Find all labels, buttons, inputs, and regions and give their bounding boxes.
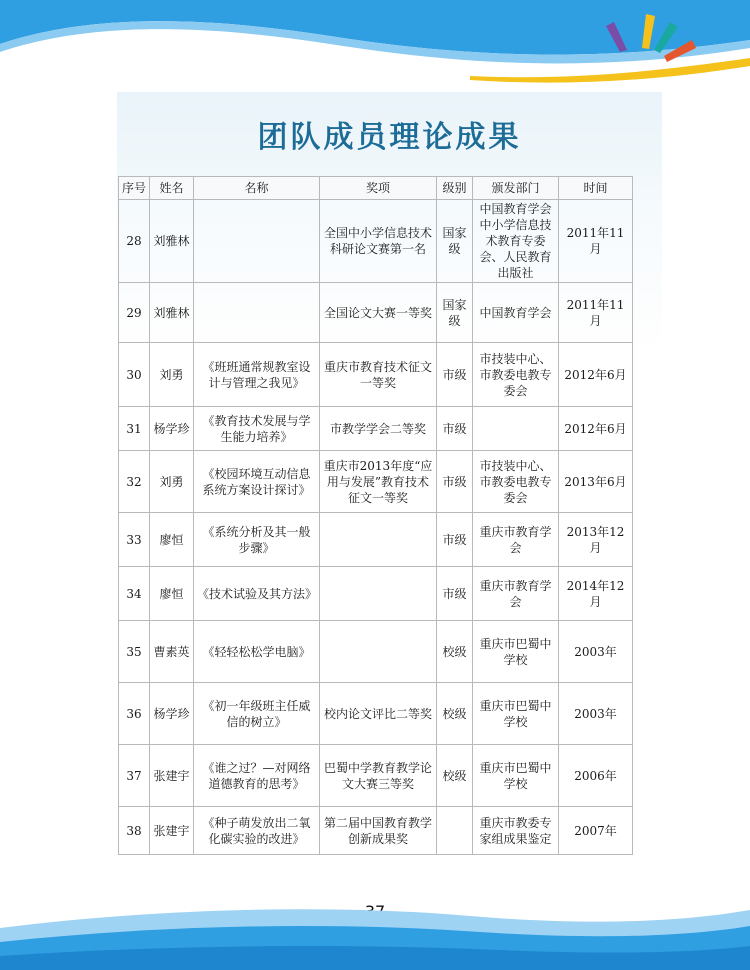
cell-no: 28 [119, 200, 150, 283]
cell-level: 市级 [437, 407, 473, 451]
cell-name: 刘雅林 [150, 283, 194, 343]
cell-name: 刘勇 [150, 451, 194, 513]
cell-title: 《班班通常规教室设计与管理之我见》 [194, 343, 320, 407]
cell-date: 2014年12月 [559, 567, 633, 621]
page-title: 团队成员理论成果 [257, 120, 522, 155]
cell-title: 《校园环境互动信息系统方案设计探讨》 [194, 451, 320, 513]
header-cell: 颁发部门 [473, 177, 559, 200]
cell-name: 刘勇 [150, 343, 194, 407]
cell-title: 《教育技术发展与学生能力培养》 [194, 407, 320, 451]
cell-no: 34 [119, 567, 150, 621]
table-header-row [119, 177, 633, 200]
cell-level: 校级 [437, 683, 473, 745]
cell-title: 《系统分析及其一般步骤》 [194, 513, 320, 567]
cell-issuer: 重庆市巴蜀中学校 [473, 745, 559, 807]
cell-award: 重庆市教育技术征文一等奖 [320, 343, 437, 407]
cell-no: 32 [119, 451, 150, 513]
cell-award: 全国中小学信息技术科研论文赛第一名 [320, 200, 437, 283]
cell-date: 2013年12月 [559, 513, 633, 567]
header-wave [0, 0, 750, 95]
cell-issuer [473, 407, 559, 451]
table-row [119, 807, 633, 855]
cell-level: 市级 [437, 343, 473, 407]
cell-level: 校级 [437, 621, 473, 683]
cell-level: 市级 [437, 451, 473, 513]
cell-date: 2003年 [559, 621, 633, 683]
cell-title [194, 200, 320, 283]
cell-award [320, 567, 437, 621]
cell-level: 市级 [437, 513, 473, 567]
table-row [119, 683, 633, 745]
cell-issuer: 重庆市教育学会 [473, 567, 559, 621]
cell-award: 巴蜀中学教育教学论文大赛三等奖 [320, 745, 437, 807]
cell-name: 杨学珍 [150, 683, 194, 745]
cell-name: 张建宇 [150, 745, 194, 807]
cell-issuer: 重庆市教委专家组成果鉴定 [473, 807, 559, 855]
cell-award [320, 513, 437, 567]
header-cell: 序号 [119, 177, 150, 200]
cell-date: 2007年 [559, 807, 633, 855]
cell-level: 校级 [437, 745, 473, 807]
cell-no: 33 [119, 513, 150, 567]
cell-level [437, 807, 473, 855]
cell-name: 廖恒 [150, 567, 194, 621]
cell-issuer: 重庆市巴蜀中学校 [473, 683, 559, 745]
achievements-table [118, 176, 633, 855]
table-row [119, 407, 633, 451]
table-row [119, 567, 633, 621]
cell-award: 重庆市2013年度“应用与发展”教育技术征文一等奖 [320, 451, 437, 513]
table-row [119, 513, 633, 567]
cell-award: 校内论文评比二等奖 [320, 683, 437, 745]
table-row [119, 745, 633, 807]
cell-title [194, 283, 320, 343]
cell-award [320, 621, 437, 683]
cell-no: 36 [119, 683, 150, 745]
cell-name: 廖恒 [150, 513, 194, 567]
cell-date: 2011年11月 [559, 283, 633, 343]
cell-title: 《轻轻松松学电脑》 [194, 621, 320, 683]
cell-no: 29 [119, 283, 150, 343]
cell-no: 37 [119, 745, 150, 807]
header-cell: 姓名 [150, 177, 194, 200]
cell-date: 2013年6月 [559, 451, 633, 513]
header-cell: 名称 [194, 177, 320, 200]
table-row [119, 451, 633, 513]
header-cell: 级别 [437, 177, 473, 200]
header-cell: 奖项 [320, 177, 437, 200]
cell-no: 35 [119, 621, 150, 683]
cell-issuer: 市技装中心、市教委电教专委会 [473, 451, 559, 513]
cell-title: 《种子萌发放出二氧化碳实验的改进》 [194, 807, 320, 855]
cell-issuer: 市技装中心、市教委电教专委会 [473, 343, 559, 407]
cell-date: 2012年6月 [559, 407, 633, 451]
cell-award: 第二届中国教育教学创新成果奖 [320, 807, 437, 855]
cell-issuer: 中国教育学会 [473, 283, 559, 343]
cell-title: 《技术试验及其方法》 [194, 567, 320, 621]
table-row [119, 200, 633, 283]
table-row [119, 621, 633, 683]
cell-level: 国家级 [437, 283, 473, 343]
cell-level: 国家级 [437, 200, 473, 283]
table-row [119, 283, 633, 343]
cell-issuer: 重庆市教育学会 [473, 513, 559, 567]
cell-date: 2011年11月 [559, 200, 633, 283]
header-cell: 时间 [559, 177, 633, 200]
cell-no: 30 [119, 343, 150, 407]
cell-date: 2003年 [559, 683, 633, 745]
cell-name: 曹素英 [150, 621, 194, 683]
cell-issuer: 中国教育学会中小学信息技术教育专委会、人民教育出版社 [473, 200, 559, 283]
cell-name: 张建宇 [150, 807, 194, 855]
cell-date: 2012年6月 [559, 343, 633, 407]
cell-level: 市级 [437, 567, 473, 621]
cell-no: 31 [119, 407, 150, 451]
cell-issuer: 重庆市巴蜀中学校 [473, 621, 559, 683]
cell-name: 杨学珍 [150, 407, 194, 451]
table-row [119, 343, 633, 407]
cell-award: 全国论文大赛一等奖 [320, 283, 437, 343]
cell-date: 2006年 [559, 745, 633, 807]
footer-wave [0, 870, 750, 970]
cell-no: 38 [119, 807, 150, 855]
cell-title: 《初一年级班主任威信的树立》 [194, 683, 320, 745]
cell-name: 刘雅林 [150, 200, 194, 283]
cell-title: 《谁之过？—对网络道德教育的思考》 [194, 745, 320, 807]
cell-award: 市教学学会二等奖 [320, 407, 437, 451]
